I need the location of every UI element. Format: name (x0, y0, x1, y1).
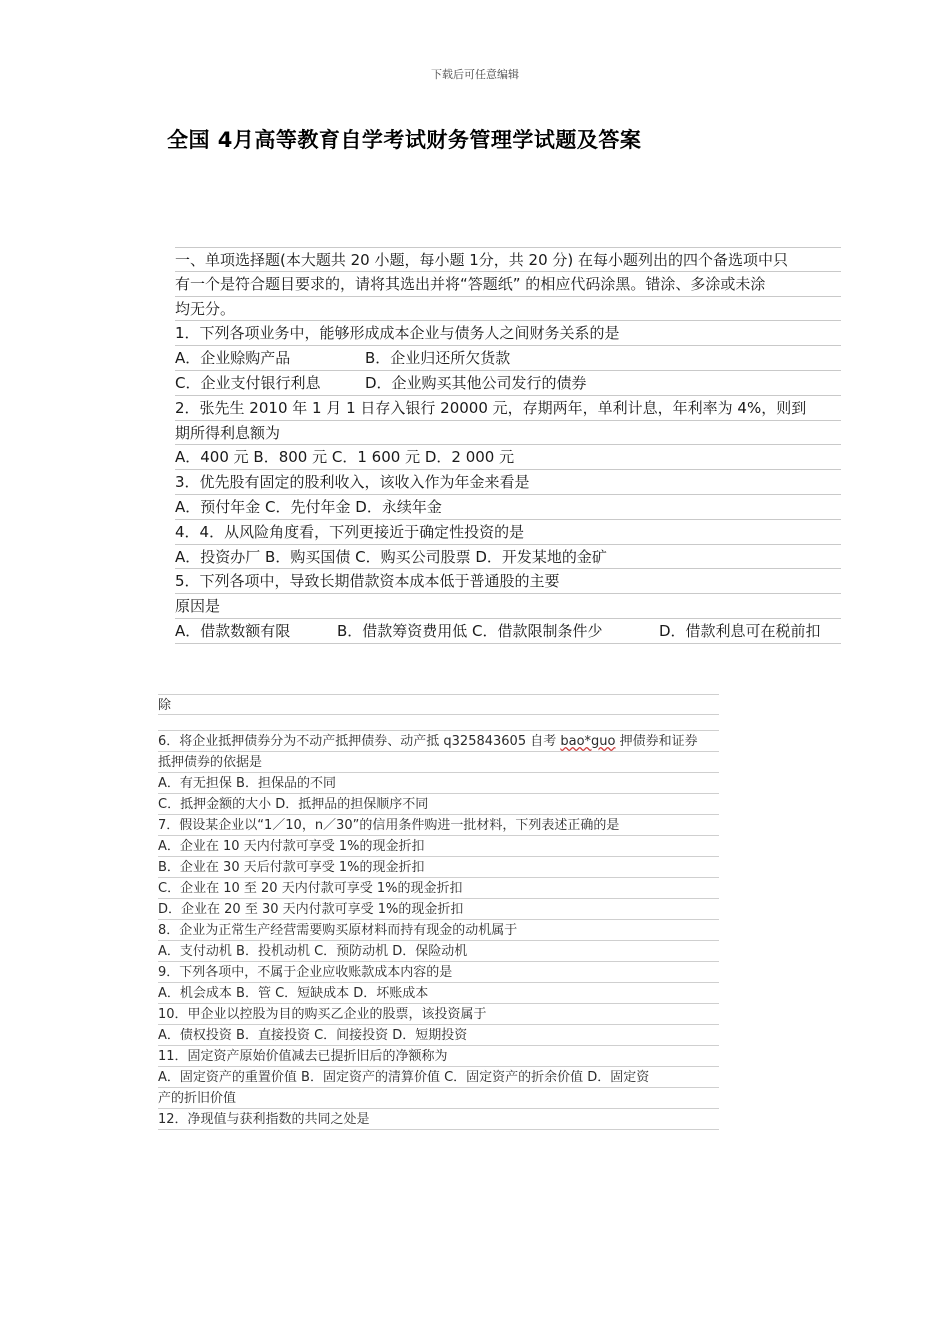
text-line: A．支付动机 B．投机动机 C．预防动机 D．保险动机 (158, 941, 719, 962)
section-1 (175, 247, 841, 644)
text-line: C．抵押金额的大小 D．抵押品的担保顺序不同 (158, 794, 719, 815)
divider (158, 715, 719, 731)
question-5-cont: 原因是 (175, 594, 841, 619)
question-4-options: A．投资办厂 B．购买国债 C．购买公司股票 D．开发某地的金矿 (175, 545, 841, 570)
text-line: 均无分。 (175, 297, 841, 322)
question-1: 1．下列各项业务中，能够形成成本企业与债务人之间财务关系的是 (175, 321, 841, 346)
option: A．企业赊购产品 (175, 349, 291, 368)
text-line: A．机会成本 B．管 C．短缺成本 D．坏账成本 (158, 983, 719, 1004)
question-3-options: A．预付年金 C．先付年金 D．永续年金 (175, 495, 841, 520)
text-line: A．债权投资 B．直接投资 C．间接投资 D．短期投资 (158, 1025, 719, 1046)
text-line: D．企业在 20 至 30 天内付款可享受 1%的现金折扣 (158, 899, 719, 920)
question-1-options-ab (175, 346, 841, 371)
question-10: 10．甲企业以控股为目的购买乙企业的股票，该投资属于 (158, 1004, 719, 1025)
text-line: 抵押债券的依据是 (158, 752, 719, 773)
text-line: 产的折旧价值 (158, 1088, 719, 1109)
question-6-text: 6．将企业抵押债券分为不动产抵押债券、动产抵 q325843605 自考 (158, 734, 561, 749)
question-5-options (175, 619, 841, 644)
text-line: B．企业在 30 天后付款可享受 1%的现金折扣 (158, 857, 719, 878)
text-line: A．固定资产的重置价值 B．固定资产的清算价值 C．固定资产的折余价值 D．固定资 (158, 1067, 719, 1088)
spellcheck-word: bao*guo (560, 734, 616, 749)
document-title: 全国 4月高等教育自学考试财务管理学试题及答案 (167, 128, 642, 152)
question-6-text-end: 押债券和证券 (615, 734, 698, 749)
question-4: 4．4．从风险角度看，下列更接近于确定性投资的是 (175, 520, 841, 545)
question-2-options: A．400 元 B．800 元 C．1 600 元 D．2 000 元 (175, 445, 841, 470)
question-12: 12．净现值与获利指数的共同之处是 (158, 1109, 719, 1130)
option: B．企业归还所欠货款 (365, 349, 511, 368)
question-3: 3．优先股有固定的股利收入，该收入作为年金来看是 (175, 470, 841, 495)
question-1-options-cd (175, 371, 841, 396)
question-11: 11．固定资产原始价值减去已提折旧后的净额称为 (158, 1046, 719, 1067)
question-6 (158, 731, 719, 752)
question-9: 9．下列各项中，不属于企业应收账款成本内容的是 (158, 962, 719, 983)
question-8: 8．企业为正常生产经营需要购买原材料而持有现金的动机属于 (158, 920, 719, 941)
question-2: 2．张先生 2010 年 1 月 1 日存入银行 20000 元，存期两年，单利计息，年利率为 4%，则到 (175, 396, 841, 421)
text-line: 一、单项选择题(本大题共 20 小题，每小题 1分，共 20 分) 在每小题列出的四个备选项中只 (175, 247, 841, 272)
question-7: 7．假设某企业以“1／10，n／30”的信用条件购进一批材料，下列表述正确的是 (158, 815, 719, 836)
header-note: 下载后可任意编辑 (431, 68, 519, 81)
text-line: 除 (158, 694, 719, 715)
option: D．企业购买其他公司发行的债券 (365, 373, 587, 392)
option: C．企业支付银行利息 (175, 373, 321, 392)
option: D．借款利息可在税前扣 (659, 621, 821, 640)
question-2-cont: 期所得利息额为 (175, 421, 841, 446)
option: B．借款筹资费用低 C．借款限制条件少 (337, 621, 603, 640)
text-line: 有一个是符合题目要求的，请将其选出并将“答题纸” 的相应代码涂黑。错涂、多涂或未涂 (175, 272, 841, 297)
text-line: A．有无担保 B．担保品的不同 (158, 773, 719, 794)
section-2 (158, 694, 719, 1130)
text-line: C．企业在 10 至 20 天内付款可享受 1%的现金折扣 (158, 878, 719, 899)
question-5: 5．下列各项中，导致长期借款资本成本低于普通股的主要 (175, 569, 841, 594)
text-line: A．企业在 10 天内付款可享受 1%的现金折扣 (158, 836, 719, 857)
option: A．借款数额有限 (175, 621, 291, 640)
